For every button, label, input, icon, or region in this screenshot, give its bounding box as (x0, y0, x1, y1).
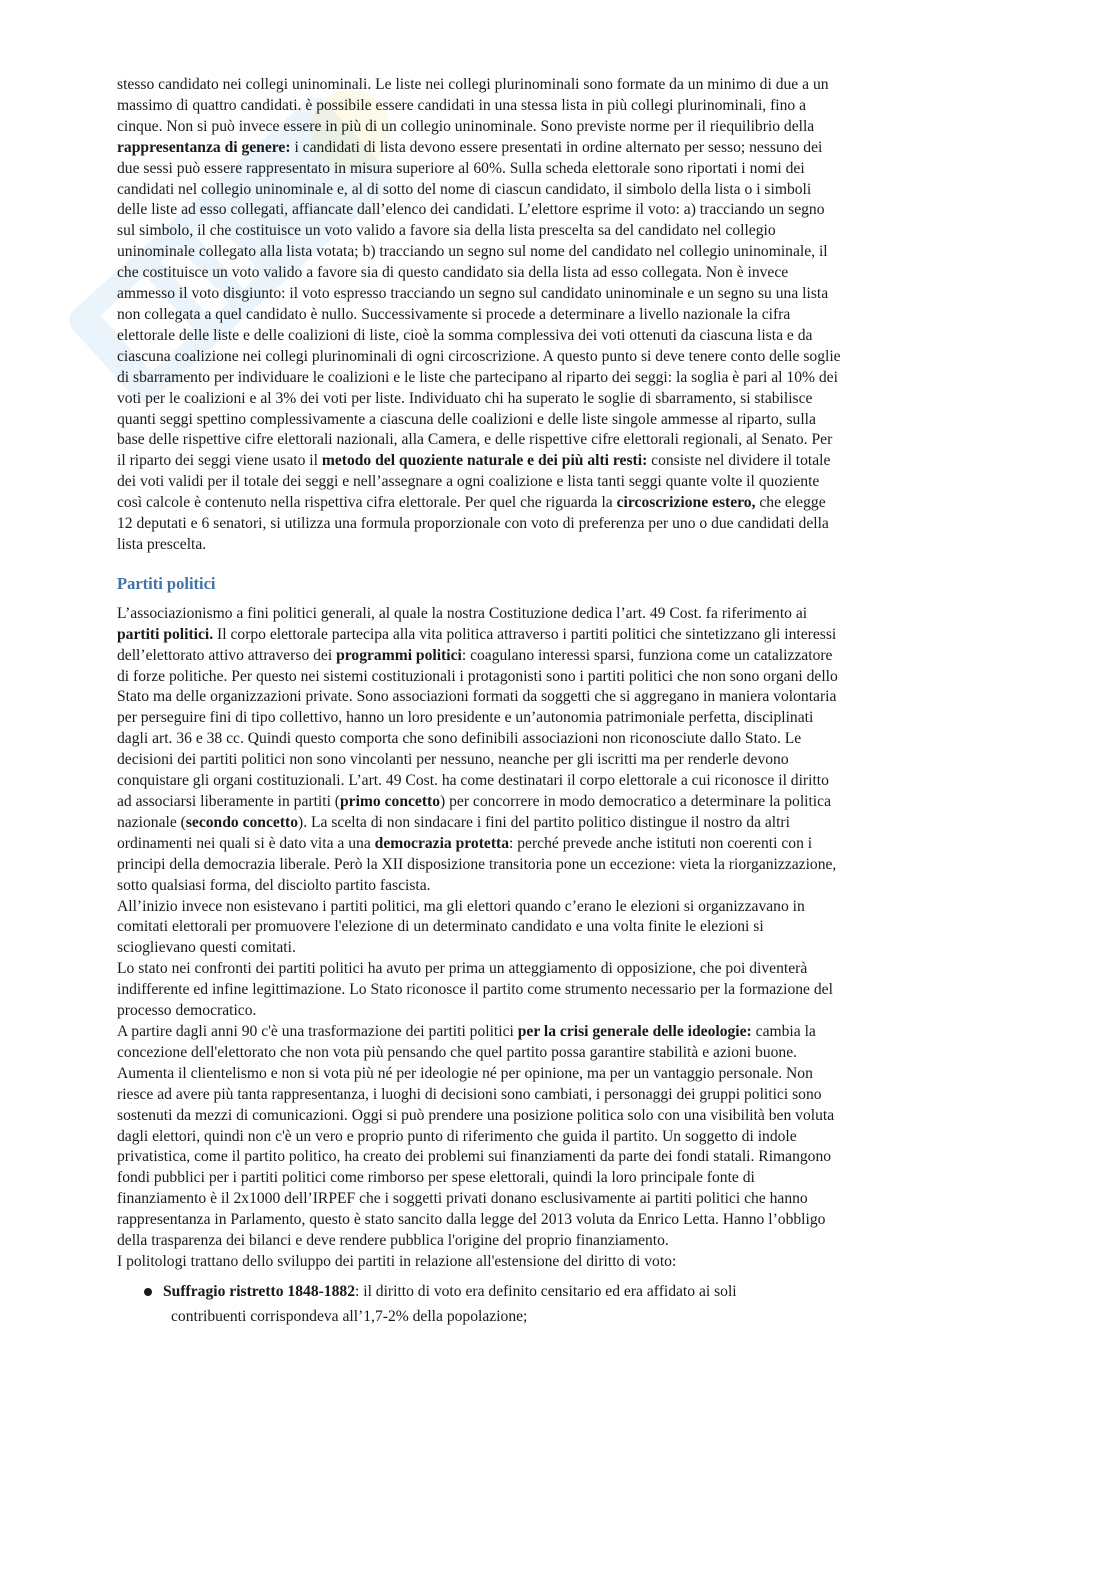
bullet-list (117, 1279, 843, 1329)
text-run: ). La scelta di non sindacare i fini del partito politico distingue il nostro da altri ordinamenti nei quali si è dato vita a una (117, 813, 790, 852)
bold-text: partiti politici. (117, 625, 214, 643)
paragraph-crisi-ideologie (117, 1022, 843, 1252)
document-body (117, 75, 843, 1329)
text-run: cambia la concezione dell'elettorato che non vota più pensando che quel partito possa garantire stabilità e azioni buone. Aumenta il clientelismo e non si vota più né per ideologie né per opinione, ma per un vantaggio personale. Non riesce ad avere più tanta rappresentanza, i luoghi di decisioni sono cambiati, i personaggi dei gruppi politici sono sostenuti da mezzi di comunicazioni. Oggi si può prendere una posizione politica solo con una visibilità ben voluta dagli elettori, quindi non c'è un vero e proprio punto di riferimento che guida il partito. Un soggetto di indole privatistica, come il partito politico, ha creato dei problemi sui finanziamenti da parte dei fondi statali. Rimangono fondi pubblici per i partiti politici come rimborso per spese elettorali, quindi la loro principale fonte di finanziamento è il 2x1000 dell’IRPEF che i soggetti privati donano esclusivamente ai partiti politici che hanno rappresentanza in Parlamento, questo è stato sancito dalla legge del 2013 voluta da Enrico Letta. Hanno l’obbligo della trasparenza dei bilanci e deve rendere pubblica l'origine del proprio finanziamento. (117, 1022, 835, 1250)
bullet-text-line1: : il diritto di voto era definito censitario ed era affidato ai soli (355, 1282, 737, 1300)
text-run: : perché prevede anche istituti non coerenti con i principi della democrazia liberale. Però la XII disposizione transitoria pone un eccezione: vieta la riorganizzazione, sotto qualsiasi forma, del disciolto partito fascista. (117, 834, 837, 894)
text-run: A partire dagli anni 90 c'è una trasformazione dei partiti politici (117, 1022, 518, 1040)
text-run: ) per concorrere in modo democratico a determinare la politica nazionale ( (117, 793, 831, 831)
paragraph-comitati-elettorali (117, 897, 843, 960)
bold-text: secondo concetto (185, 813, 299, 831)
paragraph-politologi (117, 1252, 843, 1273)
bold-text: democrazia protetta (374, 834, 510, 852)
bold-text: metodo del quoziente naturale e dei più alti resti: (321, 452, 648, 470)
bold-text: primo concetto (340, 793, 441, 810)
paragraph-electoral-system (117, 75, 843, 556)
text-run: i candidati di lista devono essere presentati in ordine alternato per sesso; nessuno dei due sessi può essere rappresentato in misura superiore al 60%. Sulla scheda elettorale sono riportati i nomi dei candidati nel collegio uninominale e, al di sotto del nome di ciascun candidato, il simbolo della lista o i simboli delle liste ad esso collegati, affiancate dall’elenco dei candidati. L’elettore esprime il voto: a) tracciando un segno sul simbolo, il che costituisce un voto valido a favore sia della lista prescelta sa del candidato nel collegio uninominale collegato alla lista votata; b) tracciando un segno sul nome del candidato nel collegio uninominale, il che costituisce un voto valido a favore sia di questo candidato sia della lista ad esso collegata. Non è invece ammesso il voto disgiunto: il voto espresso tracciando un segno sul candidato uninominale e un segno su una lista non collegata a quel candidato è nullo. Successivamente si procede a determinare a livello nazionale la cifra elettorale delle liste e delle coalizioni di liste, cioè la somma complessiva dei voti ottenuti da ciascuna lista e da ciascuna coalizione nei collegi plurinominali di ogni circoscrizione. A questo punto si deve tenere conto delle soglie di sbarramento per individuare le coalizioni e le liste che partecipano al riparto dei seggi: la soglia è pari al 10% dei voti per le coalizioni e al 3% dei voti per liste. Individuato chi ha superato le soglie di sbarramento, si stabilisce quanti seggi spettino complessivamente a ciascuna delle coalizioni e delle liste singole ammesse al riparto, sulla base delle rispettive cifre elettorali nazionali, alla Camera, e delle rispettive cifre elettorali regionali, al Senato. Per il riparto dei seggi viene usato il (117, 138, 841, 470)
text-run: stesso candidato nei collegi uninominali. Le liste nei collegi plurinominali sono formate da un minimo di due a un massimo di quattro candidati. è possibile essere candidati in una stessa lista in più collegi plurinominali, fino a cinque. Non si può invece essere in più di un collegio uninominale. Sono previste norme per il riequilibrio della (117, 76, 829, 135)
bold-text: programmi politici (336, 646, 462, 664)
bullet-bold-label: Suffragio ristretto 1848-1882 (163, 1282, 355, 1300)
section-heading-partiti-politici: Partiti politici (117, 573, 216, 593)
text-run: Lo stato nei confronti dei partiti politici ha avuto per prima un atteggiamento di opposizione, che poi diventerà indifferente ed infine legittimazione. Lo Stato riconosce il partito come strumento necessario per la formazione del processo democratico. (117, 960, 833, 1020)
list-item-suffragio-ristretto (117, 1279, 843, 1329)
text-run: I politologi trattano dello sviluppo dei partiti in relazione all'estensione del diritto di voto: (117, 1252, 677, 1270)
bold-text: circoscrizione estero, (616, 494, 756, 512)
bold-text: rappresentanza di genere: (117, 138, 291, 156)
text-run: All’inizio invece non esistevano i partiti politici, ma gli elettori quando c’erano le elezioni si organizzavano in comitati elettorali per promuovere l'elezione di un determinato candidato e una volta finite le elezioni si scioglievano questi comitati. (117, 897, 805, 957)
text-run: che elegge 12 deputati e 6 senatori, si utilizza una formula proporzionale con voto di preferenza per uno o due candidati della lista prescelta. (117, 494, 829, 553)
bullet-icon (144, 1288, 152, 1296)
text-run: Il corpo elettorale partecipa alla vita politica attraverso i partiti politici che sintetizzano gli interessi dell’elettorato attivo attraverso dei (117, 625, 837, 664)
bullet-text-line2: contribuenti corrispondeva all’1,7-2% della popolazione; (171, 1307, 528, 1325)
text-run: L’associazionismo a fini politici generali, al quale la nostra Costituzione dedica l’art. 49 Cost. fa riferimento ai (117, 604, 808, 622)
text-run: consiste nel dividere il totale dei voti validi per il totale dei seggi e nell’assegnare a ogni coalizione e lista tanti seggi quante volte il quoziente così calcole è contenuto nella rispettiva cifra elettorale. Per quel che riguarda la (117, 452, 831, 512)
bold-text: per la crisi generale delle ideologie: (517, 1022, 752, 1040)
paragraph-atteggiamento-stato (117, 959, 843, 1022)
paragraph-associazionismo (117, 604, 843, 897)
text-run: : coagulano interessi sparsi, funziona come un catalizzatore di forze politiche. Per questo nei sistemi costituzionali i protagonisti sono i partiti politici che non sono organi dello Stato ma delle organizzazioni private. Sono associazioni formati da soggetti che si aggregano in maniera volontaria per perseguire fini di tipo collettivo, hanno un loro presidente e un’autonomia patrimoniale perfetta, disciplinati dagli art. 36 e 38 cc. Quindi questo comporta che sono definibili associazioni non riconosciute dallo Stato. Le decisioni dei partiti politici non sono vincolanti per nessuno, neanche per gli iscritti ma per renderle devono conquistare gli organi costituzionali. L’art. 49 Cost. ha come destinatari il corpo elettorale a cui riconosce il diritto ad associarsi liberamente in partiti ( (117, 646, 838, 810)
